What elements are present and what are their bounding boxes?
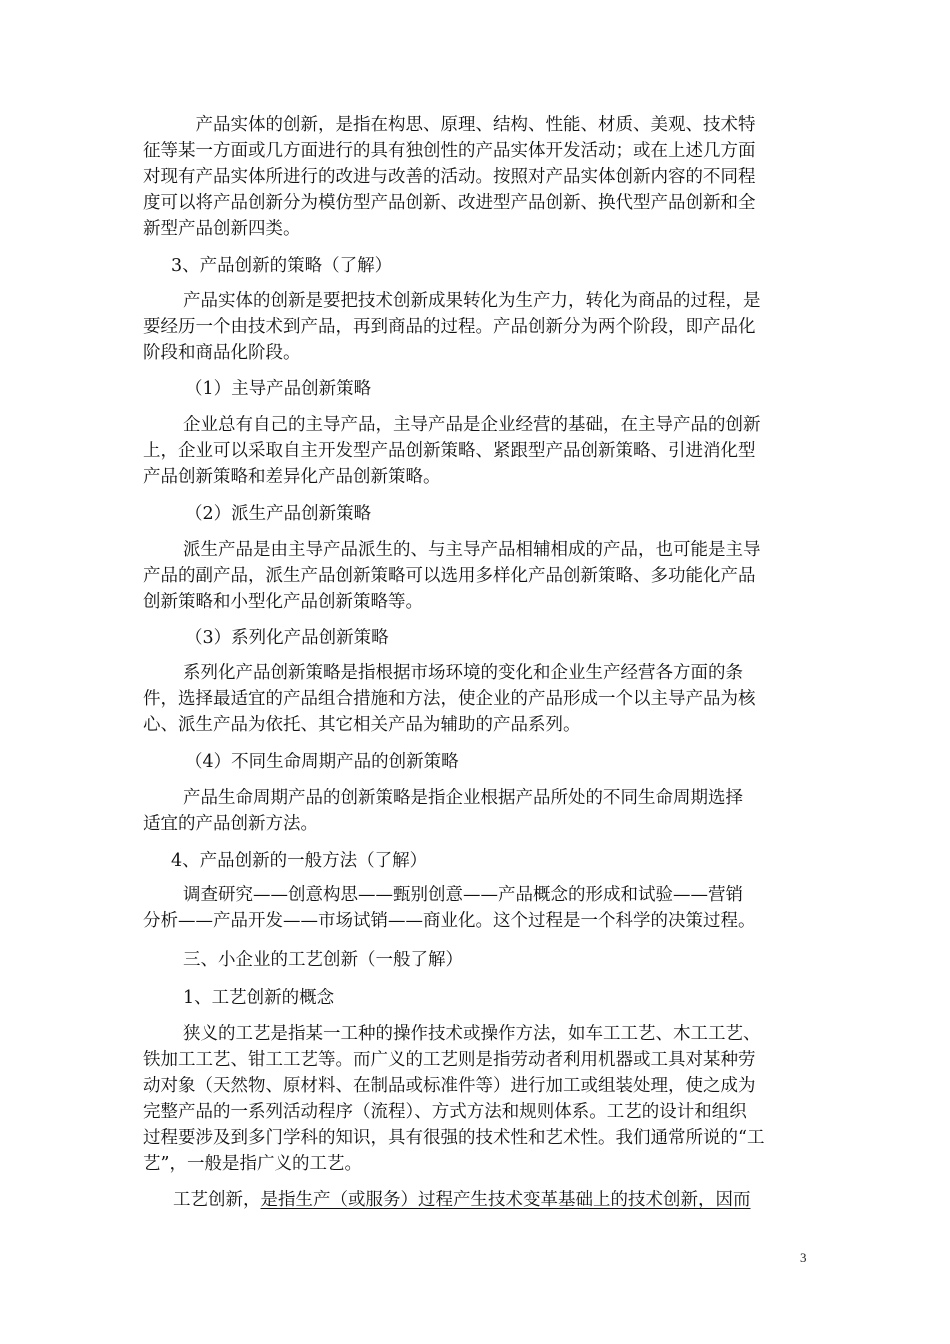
paragraph-strategy-intro xyxy=(143,288,813,366)
paragraph-process-definition xyxy=(143,1021,813,1177)
text-line: 产品实体的创新，是指在构思、原理、结构、性能、材质、美观、技术特 xyxy=(178,115,756,135)
paragraph-process-innovation-definition xyxy=(143,1187,813,1213)
underlined-definition: 是指生产（或服务）过程产生技术变革基础上的技术创新，因而 xyxy=(260,1190,751,1210)
text-line: 适宜的产品创新方法。 xyxy=(143,814,318,834)
text-line: 新型产品创新四类。 xyxy=(143,219,301,239)
text-line: 铁加工工艺、钳工工艺等。而广义的工艺则是指劳动者利用机器或工具对某种劳 xyxy=(143,1050,756,1070)
text-line: 阶段和商品化阶段。 xyxy=(143,343,301,363)
text-line xyxy=(143,1187,813,1213)
text-line: 对现有产品实体所进行的改进与改善的活动。按照对产品实体创新内容的不同程 xyxy=(143,167,756,187)
text-line: 动对象（天然物、原材料、在制品或标准件等）进行加工或组装处理，使之成为 xyxy=(143,1076,756,1096)
text-line: 件，选择最适宜的产品组合措施和方法，使企业的产品形成一个以主导产品为核 xyxy=(143,689,756,709)
text-line: 创新策略和小型化产品创新策略等。 xyxy=(143,592,423,612)
text-line: 调查研究——创意构思——甄别创意——产品概念的形成和试验——营销 xyxy=(183,885,743,905)
heading-text: 三、小企业的工艺创新（一般了解） xyxy=(183,950,463,970)
text-line: 狭义的工艺是指某一工种的操作技术或操作方法，如车工工艺、木工工艺、 xyxy=(183,1024,761,1044)
text-line: 产品实体的创新是要把技术创新成果转化为生产力，转化为商品的过程，是 xyxy=(183,291,761,311)
paragraph-main-product xyxy=(143,412,813,490)
page-number: 3 xyxy=(800,1250,807,1265)
text-line: 完整产品的一系列活动程序（流程）、方式方法和规则体系。工艺的设计和组织 xyxy=(143,1102,747,1122)
paragraph-general-methods xyxy=(143,882,813,934)
paragraph-lifecycle xyxy=(143,785,813,837)
heading-innovation-strategy xyxy=(143,253,813,279)
text-line: 要经历一个由技术到产品，再到商品的过程。产品创新分为两个阶段，即产品化 xyxy=(143,317,756,337)
paragraph-derived-product xyxy=(143,537,813,615)
heading-text: 1、工艺创新的概念 xyxy=(183,988,335,1008)
heading-text: 3、产品创新的策略（了解） xyxy=(171,256,393,276)
text-line: 上，企业可以采取自主开发型产品创新策略、紧跟型产品创新策略、引进消化型 xyxy=(143,441,756,461)
heading-text: （3）系列化产品创新策略 xyxy=(185,628,389,648)
paragraph-product-entity-innovation xyxy=(143,112,813,242)
heading-text: （4）不同生命周期产品的创新策略 xyxy=(185,752,459,772)
text-line: 产品生命周期产品的创新策略是指企业根据产品所处的不同生命周期选择 xyxy=(183,788,743,808)
heading-process-innovation xyxy=(143,947,813,973)
heading-text: （1）主导产品创新策略 xyxy=(185,379,372,399)
text-line: 度可以将产品创新分为模仿型产品创新、改进型产品创新、换代型产品创新和全 xyxy=(143,193,756,213)
heading-derived-product-strategy xyxy=(143,501,813,527)
heading-text: 4、产品创新的一般方法（了解） xyxy=(171,851,428,871)
heading-main-product-strategy xyxy=(143,376,813,402)
text-line: 心、派生产品为依托、其它相关产品为辅助的产品系列。 xyxy=(143,715,581,735)
text-line: 派生产品是由主导产品派生的、与主导产品相辅相成的产品，也可能是主导 xyxy=(183,540,761,560)
heading-series-product-strategy xyxy=(143,625,813,651)
heading-text: （2）派生产品创新策略 xyxy=(185,504,372,524)
text-line: 产品创新策略和差异化产品创新策略。 xyxy=(143,467,441,487)
text-line: 产品的副产品，派生产品创新策略可以选用多样化产品创新策略、多功能化产品 xyxy=(143,566,756,586)
text-line: 系列化产品创新策略是指根据市场环境的变化和企业生产经营各方面的条 xyxy=(183,663,743,683)
heading-process-concept xyxy=(143,985,813,1011)
text-line: 分析——产品开发——市场试销——商业化。这个过程是一个科学的决策过程。 xyxy=(143,911,756,931)
text-line: 过程要涉及到多门学科的知识，具有很强的技术性和艺术性。我们通常所说的“工 xyxy=(143,1128,765,1148)
lead-text: 工艺创新， xyxy=(173,1190,261,1210)
text-line: 艺”，一般是指广义的工艺。 xyxy=(143,1154,362,1174)
heading-lifecycle-strategy xyxy=(143,749,813,775)
paragraph-series-product xyxy=(143,660,813,738)
text-line: 征等某一方面或几方面进行的具有独创性的产品实体开发活动；或在上述几方面 xyxy=(143,141,756,161)
heading-general-methods xyxy=(143,848,813,874)
text-line: 企业总有自己的主导产品，主导产品是企业经营的基础，在主导产品的创新 xyxy=(183,415,761,435)
